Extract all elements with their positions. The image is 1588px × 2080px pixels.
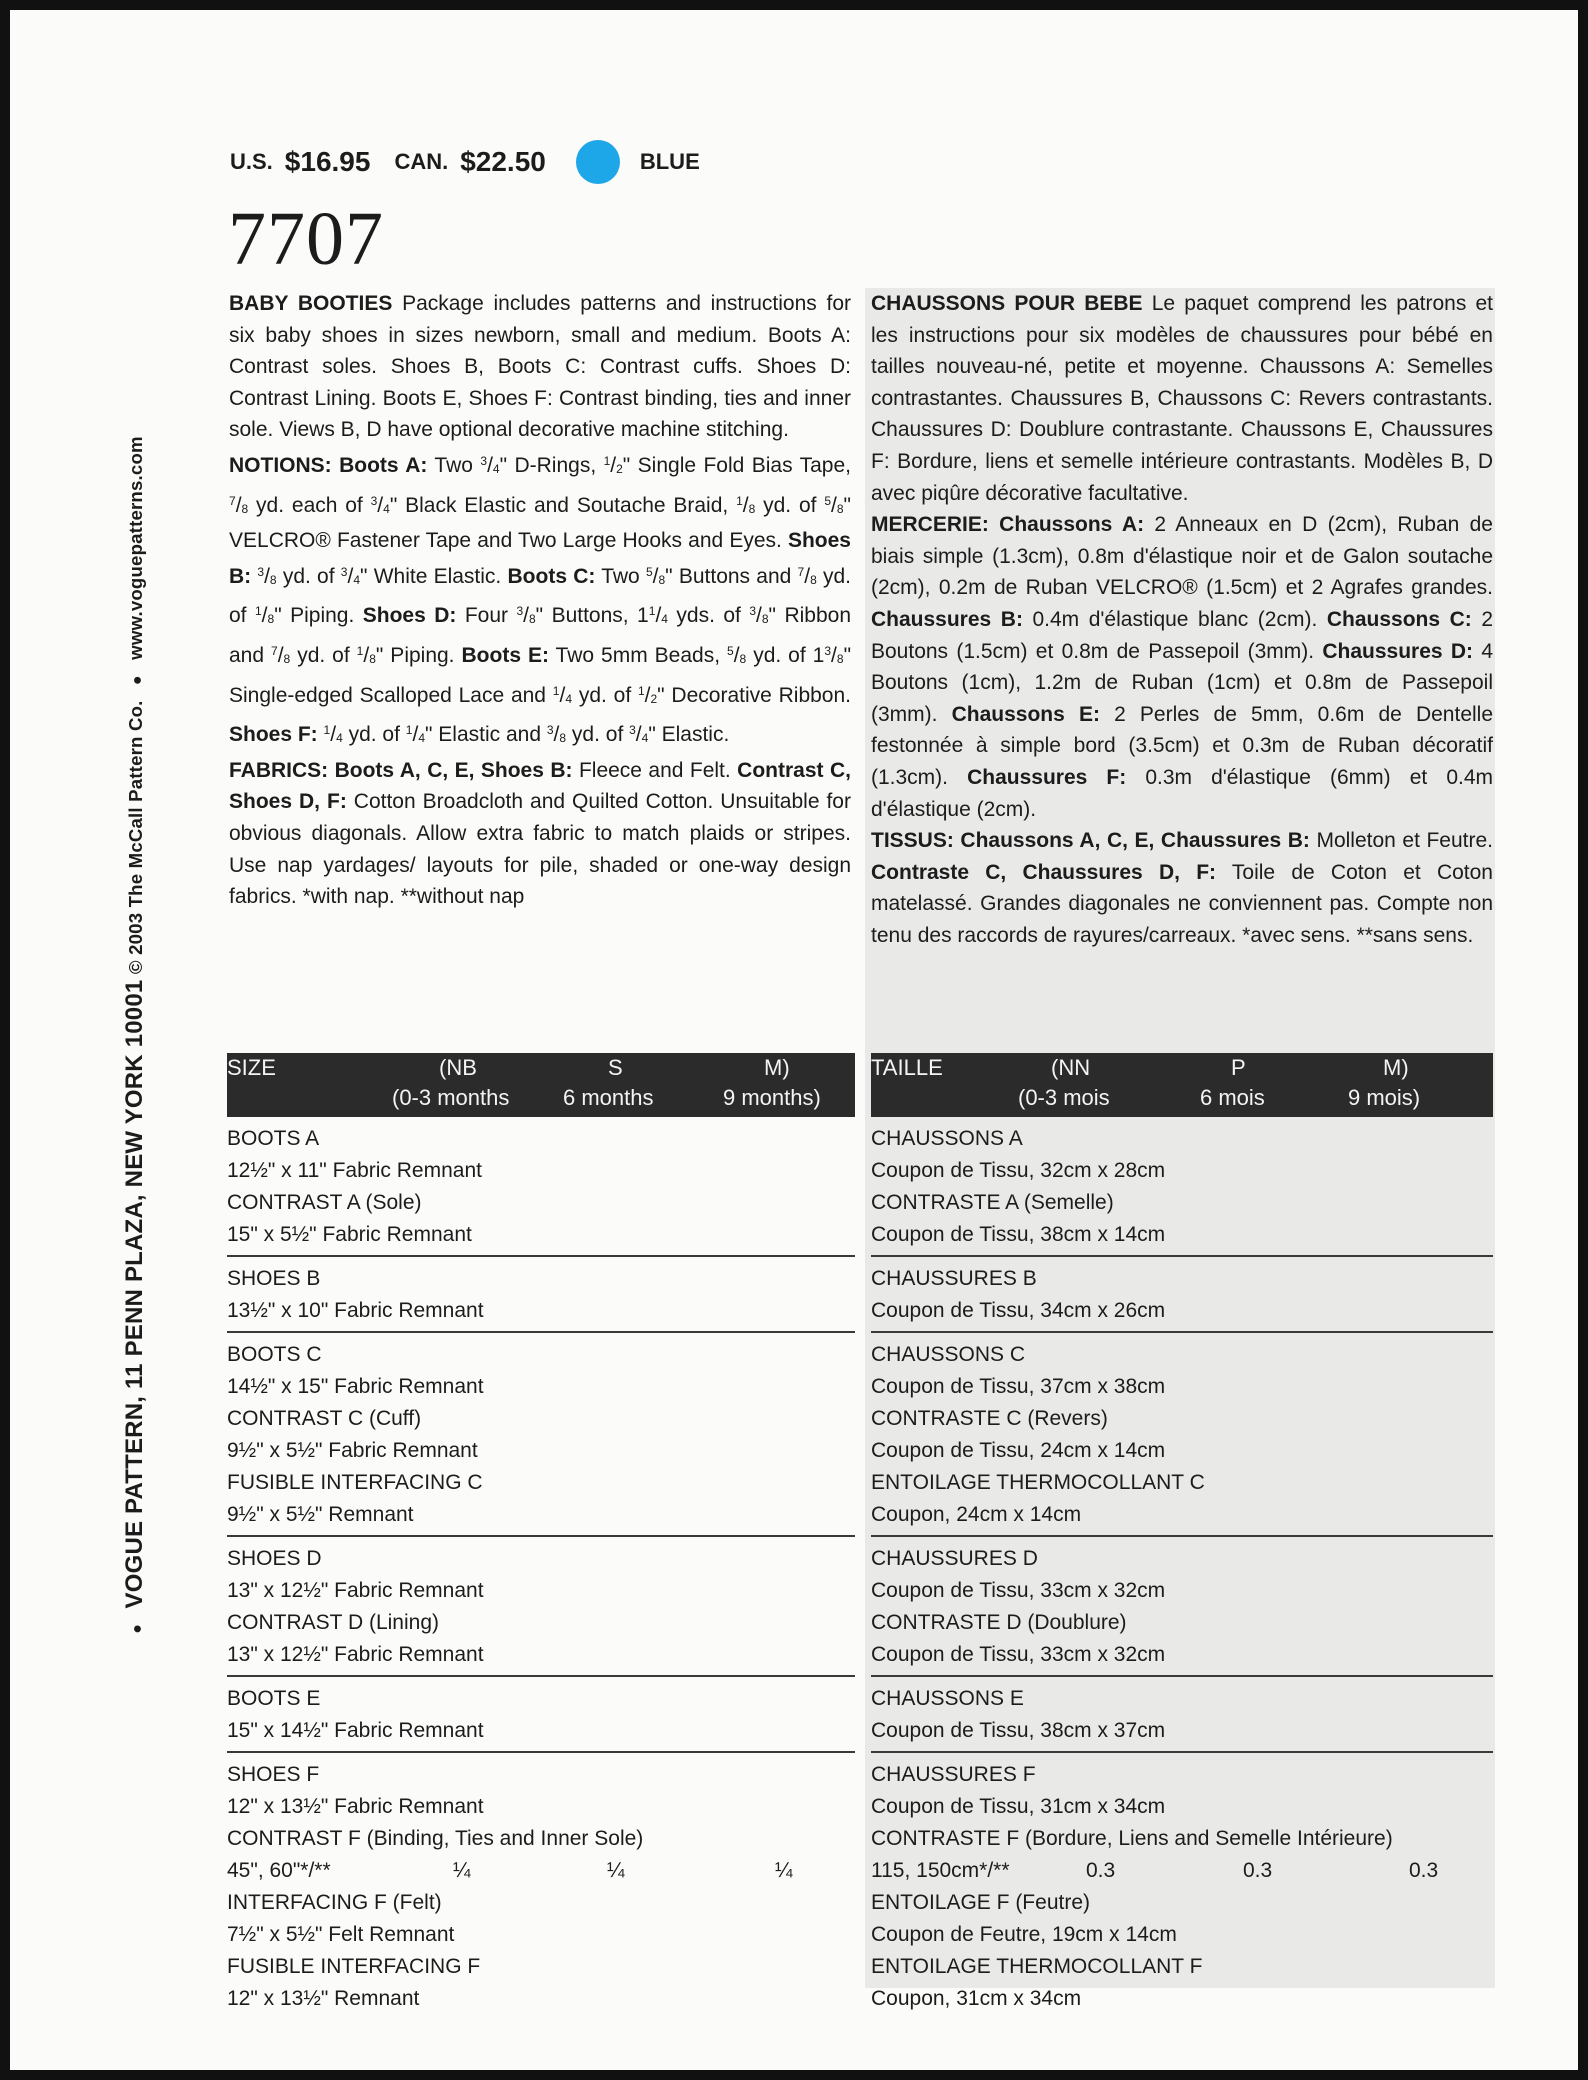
table-item-label: CONTRASTE A (Semelle): [871, 1191, 1114, 1214]
pattern-number: 7707: [228, 197, 384, 281]
size-s-sub: 6 months: [563, 1085, 654, 1110]
table-item-value: Coupon de Tissu, 33cm x 32cm: [871, 1643, 1166, 1666]
table-item-value: Coupon de Tissu, 34cm x 26cm: [871, 1299, 1166, 1322]
english-yardage-table: [227, 1053, 855, 2019]
table-group: [227, 1333, 855, 1537]
size-s: S: [608, 1055, 623, 1080]
table-group: [227, 1117, 855, 1257]
table-item-value: Coupon de Tissu, 37cm x 38cm: [871, 1375, 1166, 1398]
table-item-value: 12½" x 11" Fabric Remnant: [227, 1159, 482, 1182]
table-item-label: BOOTS E: [227, 1687, 321, 1710]
us-price-label: U.S.: [230, 149, 273, 174]
table-item-value: Coupon de Tissu, 33cm x 32cm: [871, 1579, 1166, 1602]
table-group: [227, 1677, 855, 1753]
copyright: © 2003 The McCall Pattern Co.: [125, 700, 146, 975]
color-name: BLUE: [639, 149, 700, 174]
table-item-label: CONTRAST C (Cuff): [227, 1407, 422, 1430]
table-item-label: SHOES F: [227, 1763, 320, 1786]
table-item-label: CHAUSSURES D: [871, 1547, 1038, 1570]
table-group: [871, 1537, 1493, 1677]
table-item-value: 7½" x 5½" Felt Remnant: [227, 1923, 455, 1946]
table-item-label: CONTRASTE C (Revers): [871, 1407, 1108, 1430]
table-item-label: ENTOILAGE THERMOCOLLANT C: [871, 1471, 1205, 1494]
table-item-label: ENTOILAGE F (Feutre): [871, 1891, 1090, 1914]
table-group: [871, 1117, 1493, 1257]
table-item-value: 45", 60"*/** ¼ ¼ ¼: [227, 1855, 855, 1887]
table-item-value: 9½" x 5½" Fabric Remnant: [227, 1439, 478, 1462]
taille-p: P: [1231, 1055, 1246, 1080]
taille-m-sub: 9 mois): [1348, 1085, 1421, 1110]
table-group: [227, 1537, 855, 1677]
english-description: [229, 288, 851, 913]
table-group: [871, 1333, 1493, 1537]
price-row: [230, 134, 700, 190]
table-item-value: 115, 150cm*/** 0.3 0.3 0.3: [871, 1855, 1493, 1887]
table-item-label: CHAUSSURES F: [871, 1763, 1036, 1786]
table-item-value: Coupon, 31cm x 34cm: [871, 1987, 1082, 2010]
size-m-sub: 9 months): [723, 1085, 821, 1110]
size-header: SIZE: [227, 1055, 276, 1080]
taille-nn-sub: (0-3 mois: [1018, 1085, 1110, 1110]
table-item-label: SHOES B: [227, 1267, 321, 1290]
table-group: [227, 1753, 855, 2019]
taille-p-sub: 6 mois: [1200, 1085, 1265, 1110]
table-item-label: CONTRAST F (Binding, Ties and Inner Sole): [227, 1827, 644, 1850]
french-title: CHAUSSONS POUR BEBE: [871, 292, 1143, 315]
size-nb: (NB: [439, 1055, 477, 1080]
taille-nn: (NN: [1051, 1055, 1091, 1080]
taille-m: M): [1383, 1055, 1409, 1080]
yardage-quantity: 0.3: [1243, 1859, 1273, 1882]
yardage-quantity: 0.3: [1409, 1859, 1439, 1882]
table-item-value: Coupon de Feutre, 19cm x 14cm: [871, 1923, 1177, 1946]
english-fabrics: FABRICS: Boots A, C, E, Shoes B: Fleece and Felt. Contrast C, Shoes D, F: Cotton Broadcloth and Quilted Cotton. Unsuitable for obvious diagonals. Allow extra fabric to match plaids or stripes. Use nap yardages/ layouts for pile, shaded or one-way design fabrics. *with nap. **without nap: [229, 758, 851, 909]
table-group: [871, 1753, 1493, 2019]
table-item-label: CONTRASTE F (Bordure, Liens and Semelle Intérieure): [871, 1827, 1393, 1850]
size-m: M): [764, 1055, 790, 1080]
table-item-label: BOOTS A: [227, 1127, 320, 1150]
us-price: $16.95: [284, 146, 371, 177]
french-yardage-table: [871, 1053, 1493, 2019]
french-description-text: Le paquet comprend les patrons et les instructions pour six modèles de chaussures pour bébé en tailles nouveau-né, petite et moyenne. Chaussons A: Semelles contrastantes. Chaussures B, Chaussons C: Revers contrastants. Chaussures D: Doublure contrastante. Chaussons E, Chaussures F: Bordure, liens et semelle intérieure contrastants. Modèles B, D avec piqûre décorative facultative.: [871, 292, 1494, 505]
table-item-label: CONTRASTE D (Doublure): [871, 1611, 1127, 1634]
can-price-label: CAN.: [394, 149, 449, 174]
yardage-quantity: ¼: [775, 1859, 793, 1882]
yardage-quantity: ¼: [607, 1859, 625, 1882]
english-description-text: Package includes patterns and instructions for six baby shoes in sizes newborn, small and medium. Boots A: Contrast soles. Shoes B, Boots C: Contrast cuffs. Shoes D: Contrast Lining. Boots E, Shoes F: Contrast binding, ties and inner sole. Views B, D have optional decorative machine stitching.: [229, 292, 852, 442]
table-item-value: 14½" x 15" Fabric Remnant: [227, 1375, 484, 1398]
publisher-address: VOGUE PATTERN, 11 PENN PLAZA, NEW YORK 10001: [121, 979, 148, 1609]
table-item-label: CHAUSSONS A: [871, 1127, 1023, 1150]
table-item-value: 12" x 13½" Fabric Remnant: [227, 1795, 484, 1818]
english-intro: [229, 288, 851, 446]
table-item-value: Coupon de Tissu, 24cm x 14cm: [871, 1439, 1166, 1462]
table-item-label: CHAUSSONS C: [871, 1343, 1026, 1366]
english-table-body: [227, 1117, 855, 2019]
french-intro: [871, 288, 1493, 509]
size-nb-sub: (0-3 months: [392, 1085, 510, 1110]
table-item-label: CONTRAST A (Sole): [227, 1191, 422, 1214]
table-item-value: 9½" x 5½" Remnant: [227, 1503, 414, 1526]
table-item-label: ENTOILAGE THERMOCOLLANT F: [871, 1955, 1203, 1978]
yardage-quantity: 0.3: [1086, 1859, 1116, 1882]
french-mercerie: MERCERIE: Chaussons A: 2 Anneaux en D (2cm), Ruban de biais simple (1.3cm), 0.8m d'élastique noir et de Galon soutache (2cm), 0.2m de Ruban VELCRO® (1.5cm) et 2 Agrafes grandes. Chaussures B: 0.4m d'élastique blanc (2cm). Chaussons C: 2 Boutons (1.5cm) et 0.8m de Passepoil (3mm). Chaussures D: 4 Boutons (1cm), 1.2m de Ruban (1cm) et 0.8m de Passepoil (3mm). Chaussons E: 2 Perles de 5mm, 0.6m de Dentelle festonnée à simple bord (3.5cm) et 0.3m de Ruban décoratif (1.3cm). Chaussures F: 0.3m d'élastique (6mm) et 0.4m d'élastique (2cm).: [871, 513, 1494, 821]
can-price: $22.50: [460, 146, 546, 177]
table-item-value: Coupon de Tissu, 38cm x 14cm: [871, 1223, 1166, 1246]
table-item-label: SHOES D: [227, 1547, 322, 1570]
table-item-value: Coupon, 24cm x 14cm: [871, 1503, 1082, 1526]
table-group: [871, 1257, 1493, 1333]
english-notions: NOTIONS: Boots A: Two $^3/_4$" D-Rings, $^1/_2$" Single Fold Bias Tape, $^7/_8$ yd. each of $^3/_4$" Black Elastic and Soutache Braid, $^1/_8$ yd. of $^5/_8$" VELCRO® Fastener Tape and Two Large Hooks and Eyes. Shoes B: $^3/_8$ yd. of $^3/_4$" White Elastic. Boots C: Two $^5/_8$" Buttons and $^7/_8$ yd. of $^1/_8$" Piping. Shoes D: Four $^3/_8$" Buttons, $1^1/_4$ yds. of $^3/_8$" Ribbon and $^7/_8$ yd. of $^1/_8$" Piping. Boots E: Two 5mm Beads, $^5/_8$ yd. of $1^3/_8$" Single-edged Scalloped Lace and $^1/_4$ yd. of $^1/_2$" Decorative Ribbon. Shoes F: $^1/_4$ yd. of $^1/_4$" Elastic and $^3/_8$ yd. of $^3/_4$" Elastic.: [229, 453, 852, 747]
table-item-value: 13" x 12½" Fabric Remnant: [227, 1579, 484, 1602]
table-item-label: INTERFACING F (Felt): [227, 1891, 442, 1914]
table-item-value: 13½" x 10" Fabric Remnant: [227, 1299, 484, 1322]
table-item-value: Coupon de Tissu, 38cm x 37cm: [871, 1719, 1166, 1742]
english-table-header: [227, 1053, 855, 1117]
french-description: [871, 288, 1493, 951]
taille-header: TAILLE: [871, 1055, 943, 1080]
table-item-label: CHAUSSURES B: [871, 1267, 1037, 1290]
table-item-label: CHAUSSONS E: [871, 1687, 1024, 1710]
table-item-value: 13" x 12½" Fabric Remnant: [227, 1643, 484, 1666]
table-item-label: FUSIBLE INTERFACING C: [227, 1471, 483, 1494]
english-title: BABY BOOTIES: [229, 292, 393, 315]
french-table-body: [871, 1117, 1493, 2019]
table-group: [227, 1257, 855, 1333]
website: www.voguepatterns.com: [125, 436, 146, 660]
table-item-label: CONTRAST D (Lining): [227, 1611, 439, 1634]
yardage-quantity: ¼: [453, 1859, 471, 1882]
table-item-label: FUSIBLE INTERFACING F: [227, 1955, 481, 1978]
french-table-header: [871, 1053, 1493, 1117]
table-item-value: 12" x 13½" Remnant: [227, 1987, 420, 2010]
french-tissus: TISSUS: Chaussons A, C, E, Chaussures B: Molleton et Feutre. Contraste C, Chaussures D, F: Toile de Coton et Coton matelassé. Grandes diagonales ne conviennent pas. Compte non tenu des raccords de rayures/carreaux. *avec sens. **sans sens.: [871, 829, 1493, 947]
table-item-value: Coupon de Tissu, 31cm x 34cm: [871, 1795, 1166, 1818]
publisher-sidebar: ● VOGUE PATTERN, 11 PENN PLAZA, NEW YORK 10001 © 2003 The McCall Pattern Co. ● www.voguepatterns.com: [121, 436, 148, 1634]
table-item-value: 15" x 14½" Fabric Remnant: [227, 1719, 484, 1742]
table-item-label: BOOTS C: [227, 1343, 322, 1366]
color-dot-icon: [576, 140, 620, 184]
table-item-value: Coupon de Tissu, 32cm x 28cm: [871, 1159, 1166, 1182]
table-item-value: 15" x 5½" Fabric Remnant: [227, 1223, 472, 1246]
table-group: [871, 1677, 1493, 1753]
